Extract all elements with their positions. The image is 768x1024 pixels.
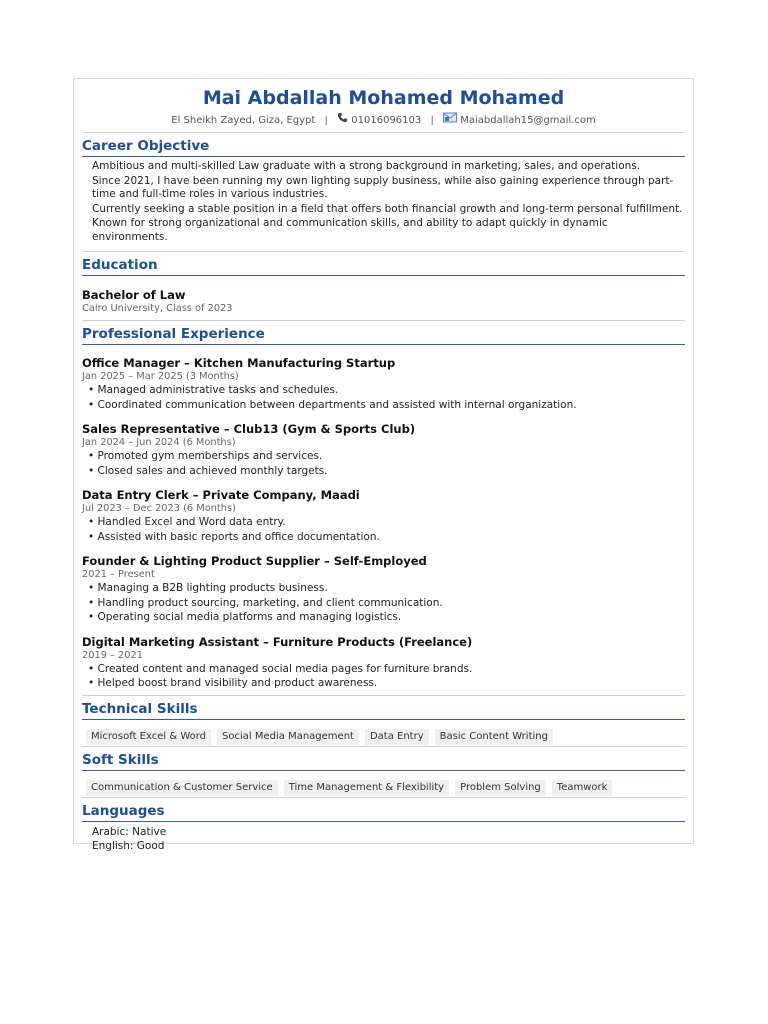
job-bullet: • Closed sales and achieved monthly targets. <box>88 464 328 477</box>
section-title-languages: Languages <box>82 802 685 822</box>
language-item: Arabic: Native <box>92 825 167 838</box>
section-divider <box>82 746 685 747</box>
job-bullet: • Operating social media platforms and managing logistics. <box>88 611 402 623</box>
job-title: Sales Representative – Club13 (Gym & Sports Club) <box>82 422 416 436</box>
soft-skill-tags <box>82 775 685 792</box>
job-title: Founder & Lighting Product Supplier – Self-Employed <box>82 554 427 568</box>
job-bullet: • Helped boost brand visibility and product awareness. <box>88 677 378 689</box>
section-title-experience: Professional Experience <box>82 325 685 345</box>
phone-text: 01016096103 <box>351 115 422 126</box>
contact-separator: | <box>430 115 434 126</box>
skill-tag: Social Media Management <box>217 729 359 745</box>
job-bullet: • Promoted gym memberships and services. <box>88 450 323 462</box>
job-bullet: • Handled Excel and Word data entry. <box>88 516 286 528</box>
candidate-name: Mai Abdallah Mohamed Mohamed <box>202 87 565 109</box>
email-link[interactable]: Maiabdallah15@gmail.com <box>460 115 596 126</box>
education-degree: Bachelor of Law <box>82 288 186 302</box>
job-dates: 2019 – 2021 <box>82 649 143 661</box>
job-dates: 2021 – Present <box>82 569 155 580</box>
languages-list <box>82 825 685 854</box>
education-school: Cairo University, Class of 2023 <box>82 303 233 314</box>
job-bullets <box>82 449 685 478</box>
section-divider <box>82 251 685 252</box>
skill-tag: Time Management & Flexibility <box>284 780 449 796</box>
job-entry <box>82 554 685 625</box>
job-bullet: • Assisted with basic reports and office documentation. <box>88 530 380 543</box>
email-icon <box>443 112 457 128</box>
header-divider <box>82 132 685 133</box>
skill-tag: Communication & Customer Service <box>86 780 278 796</box>
job-bullets <box>82 383 685 412</box>
career-objective-text <box>82 160 685 244</box>
career-line: Ambitious and multi-skilled Law graduate with a strong background in marketing, sales, and operations. <box>92 160 641 172</box>
job-title: Digital Marketing Assistant – Furniture Products (Freelance) <box>82 634 473 649</box>
job-title: Office Manager – Kitchen Manufacturing Startup <box>82 356 396 370</box>
resume-content <box>82 79 685 854</box>
technical-skill-tags <box>82 724 685 741</box>
skill-tag: Teamwork <box>552 780 613 796</box>
job-bullet: • Created content and managed social media pages for furniture brands. <box>88 662 473 675</box>
job-entry <box>82 356 685 412</box>
contact-line <box>82 112 685 128</box>
resume-page <box>73 78 694 852</box>
career-line: Known for strong organizational and communication skills, and ability to adapt quickly in dynamic environments. <box>92 217 608 243</box>
job-dates: Jan 2024 – Jun 2024 (6 Months) <box>82 437 236 448</box>
language-item: English: Good <box>92 840 165 852</box>
job-entry <box>82 422 685 478</box>
job-bullets <box>82 515 685 544</box>
job-dates: Jul 2023 – Dec 2023 (6 Months) <box>82 503 236 514</box>
experience-list <box>82 356 685 691</box>
job-bullets <box>82 662 685 691</box>
section-title-education: Education <box>82 256 685 276</box>
skill-tag: Basic Content Writing <box>435 729 553 745</box>
job-bullet: • Coordinated communication between departments and assisted with internal organization. <box>88 398 577 411</box>
job-dates: Jan 2025 – Mar 2025 (3 Months) <box>82 371 239 382</box>
section-divider <box>82 320 685 321</box>
location-text: El Sheikh Zayed, Giza, Egypt <box>171 115 316 126</box>
section-divider <box>82 695 685 696</box>
phone-icon <box>337 112 348 128</box>
section-divider <box>82 797 685 798</box>
contact-separator: | <box>324 115 328 126</box>
section-title-technical-skills: Technical Skills <box>82 700 685 720</box>
career-line: Currently seeking a stable position in a field that offers both financial growth and long-term personal fulfillment. <box>92 202 683 215</box>
job-entry <box>82 635 685 691</box>
skill-tag: Microsoft Excel & Word <box>86 729 211 745</box>
skill-tag: Data Entry <box>365 729 429 745</box>
job-title: Data Entry Clerk – Private Company, Maadi <box>82 488 360 502</box>
skill-tag: Problem Solving <box>455 780 546 796</box>
job-bullet: • Managed administrative tasks and schedules. <box>88 384 339 396</box>
job-bullet: • Managing a B2B lighting products business. <box>88 582 328 594</box>
section-title-career: Career Objective <box>82 137 685 157</box>
job-entry <box>82 488 685 544</box>
job-bullet: • Handling product sourcing, marketing, and client communication. <box>88 596 443 609</box>
job-bullets <box>82 581 685 625</box>
career-line: Since 2021, I have been running my own lighting supply business, while also gaining experience through part-time and full-time roles in various industries. <box>92 174 674 200</box>
section-title-soft-skills: Soft Skills <box>82 751 685 771</box>
